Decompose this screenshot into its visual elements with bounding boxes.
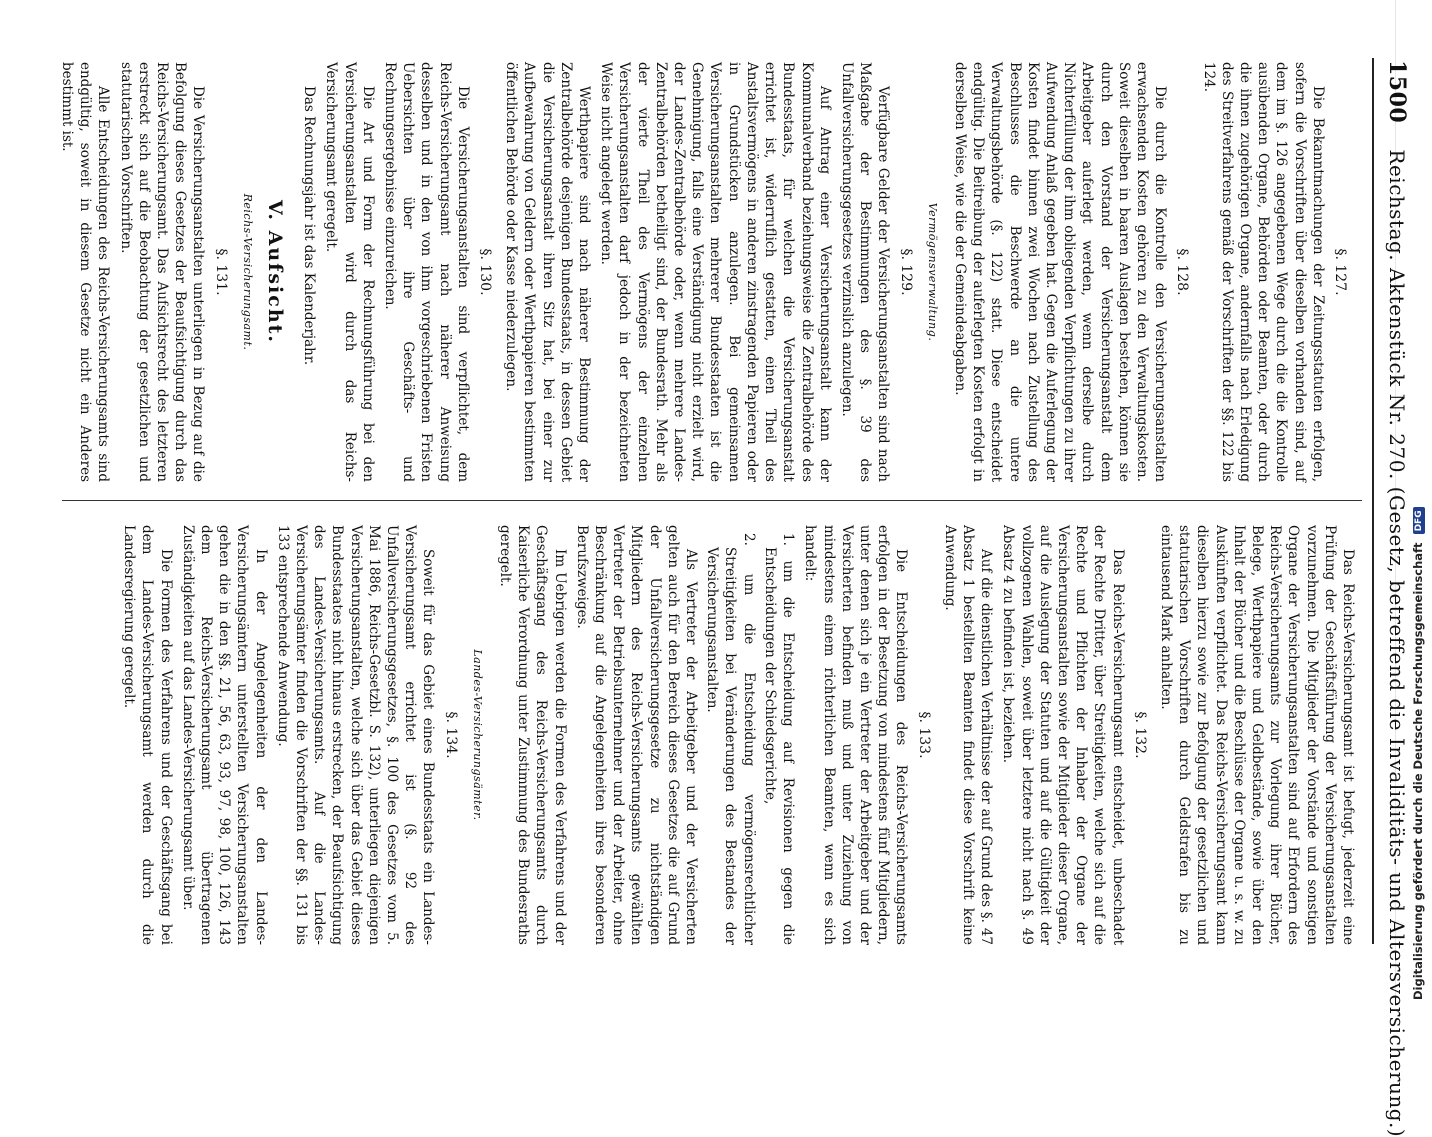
paragraph: Soweit für das Gebiet eines Bundesstaats ein Landes-Versicherungsamt errichtet ist (§. 92 des Unfallversicherungsgesetzes, §. 100 des Gesetzes vom 5. Mai 1886, Reichs-Gesetzbl. S. 132), unterliegen diejenigen Versicherungsanstalten, welche sich über das Gebiet dieses Bundesstaates nicht hinaus erstrecken, der Beaufsichtigung des Landes-Versicherungsamts. Auf die Landes-Versicherungsämter finden die Vorschriften der §§. 131 bis 133 entsprechende Anwendung. bbox=[274, 525, 437, 945]
credit-text: Digitalisierung gefördert durch die Deutsche Forschungsgemeinschaft bbox=[1411, 542, 1425, 1000]
page-header bbox=[1384, 60, 1410, 1137]
section-number: §. 130. bbox=[477, 248, 494, 296]
paragraph: Die Formen des Verfahrens und der Geschäftsgang bei dem Landes-Versicherungsamt werden durch die Landesregierung geregelt. bbox=[121, 525, 174, 945]
paragraph: Die Entscheidungen des Reichs-Versicherungsamts erfolgen in der Besetzung von mindestens fünf Mitgliedern, unter denen sich je ein Vertreter der Arbeitgeber und der Versicherten befinden muß und unter Zuziehung von mindestens einem richterlichen Beamten, wenn es sich handelt: bbox=[802, 525, 910, 945]
header-title: Reichstag. Aktenstück Nr. 270. (Gesetz, betreffend die Invaliditäts- und Altersversicherung.) bbox=[1385, 149, 1409, 1137]
list-item: 2. um die Entscheidung vermögensrechtlicher Streitigkeiten bei Veränderungen des Bestandes der Versicherungsanstalten. bbox=[704, 533, 757, 945]
paragraph: Als Vertreter der Arbeitgeber und der Versicherten gelten auch für den Bereich dieses Gesetzes die auf Grund der Unfallversicherungsgesetze zu nichtständigen Mitgliedern des Reichs-Versicherungsamts gewählten Vertreter der Betriebsunternehmer und der Arbeiter, ohne Beschränkung auf die Angelegenheiten ihres besonderen Berufszweiges. bbox=[573, 525, 700, 945]
paragraph: Die Versicherungsanstalten sind verpflichtet, dem Reichs-Versicherungsamt nach näherer Anweisung desselben und in den von ihm vorgeschriebenen Fristen Uebersichten über ihre Geschäfts- und Rechnungsergebnisse einzureichen. bbox=[382, 62, 471, 482]
chapter-heading: V. Aufsicht. bbox=[264, 199, 287, 345]
header-rule bbox=[1372, 58, 1374, 944]
page-number: 1500 bbox=[1384, 60, 1410, 124]
digitization-credit bbox=[1411, 507, 1425, 1000]
section-number: §. 134. bbox=[442, 711, 459, 759]
paragraph: Die durch die Kontrolle den Versicherungsanstalten erwachsenden Kosten gehören zu den Verwaltungskosten. Soweit dieselben in baaren Auslagen bestehen, können sie durch den Vorstand der Versicherungsanstalt dem Arbeitgeber auferlegt werden, wenn derselbe durch Nichterfüllung der ihm obliegenden Verpflichtungen zu ihrer Aufwendung Anlaß gegeben hat. Gegen die Auferlegung der Kosten findet binnen zwei Wochen nach Zustellung des Beschlusses die Beschwerde an die untere Verwaltungsbehörde (§. 122) statt. Diese entscheidet endgültig. Die Beitreibung der auferlegten Kosten erfolgt in derselben Weise, wie die der Gemeindeabgaben. bbox=[951, 62, 1169, 482]
list-item: 1. um die Entscheidung auf Revisionen gegen die Entscheidungen der Schiedsgerichte, bbox=[761, 533, 797, 945]
paragraph: Die Art und Form der Rechnungsführung bei den Versicherungsanstalten wird durch das Reichs-Versicherungsamt geregelt. bbox=[323, 62, 376, 482]
paragraph: Das Rechnungsjahr ist das Kalenderjahr. bbox=[301, 86, 318, 366]
section-number: §. 132. bbox=[1131, 711, 1148, 759]
paragraph: Das Reichs-Versicherungsamt entscheidet, unbeschadet der Rechte Dritter, über Streitigkeiten, welche sich auf die Rechte und Pflichten der Inhaber der Organe der Versicherungsanstalten sowie der Mitglieder dieser Organe, auf die Auslegung der Statuten und auf die Gültigkeit der vollzogenen Wahlen, soweit über letztere nicht nach §. 49 Absatz 4 zu befinden ist, beziehen. bbox=[1000, 525, 1126, 945]
paragraph: Die Versicherungsanstalten unterliegen in Bezug auf die Befolgung dieses Gesetzes der Beaufsichtigung durch das Reichs-Versicherungsamt. Das Aufsichtsrecht des letzteren erstreckt sich auf die Beobachtung der gesetzlichen und statutarischen Vorschriften. bbox=[117, 62, 207, 482]
right-column bbox=[116, 525, 1357, 945]
paragraph: In der Angelegenheiten der den Landes-Versicherungsämtern unterstellten Versicherungsanstalten gehen die in den §§. 21, 56, 63, 93, 97, 98, 100, 126, 143 dem Reichs-Versicherungsamt übertragenen Zuständigkeiten auf das Landes-Versicherungsamt über. bbox=[179, 525, 269, 945]
paragraph: Werthpapiere sind nach näherer Bestimmung der Zentralbehörde desjenigen Bundesstaats, in dessen Gebiet die Versicherungsanstalt ihren Sitz hat, bei einer zur Aufbewahrung von Geldern oder Werthpapieren bestimmten öffentlichen Behörde oder Kasse niederzulegen. bbox=[503, 62, 593, 482]
section-heading: Landes-Versicherungsämter. bbox=[470, 649, 484, 821]
paragraph: Verfügbare Gelder der Versicherungsanstalten sind nach Maßgabe der Bestimmungen des §. 39 des Unfallversicherungsgesetzes verzinslich anzulegen. bbox=[838, 62, 892, 482]
section-number: §. 128. bbox=[1174, 248, 1191, 296]
column-divider bbox=[62, 500, 1362, 501]
paragraph: Alle Entscheidungen des Reichs-Versicherungsamts sind endgültig, soweit in diesem Gesetze nicht ein Anderes bestimmt ist. bbox=[59, 62, 112, 482]
paragraph: Die Bekanntmachungen der Zeitungsstatuten erfolgen, sofern die Vorschriften über dieselben vorhanden sind, auf dem im §. 126 angegebenen Wege durch die die Kontrolle ausübenden Organe, Behörden oder Beamten, oder durch die ihnen zugehörigen Organe, andernfalls nach Erledigung des Streitverfahrens gemäß der Vorschriften der §§. 122 bis 124. bbox=[1200, 62, 1326, 482]
section-number: §. 131. bbox=[212, 248, 229, 296]
section-number: §. 127. bbox=[1332, 248, 1348, 296]
dfg-logo: DFG bbox=[1413, 507, 1425, 534]
section-number: §. 133. bbox=[915, 711, 932, 759]
paragraph: Auf Antrag einer Versicherungsanstalt kann der Kommunalverband beziehungsweise die Zentralbehörde des Bundesstaats, für welchen die Versicherungsanstalt errichtet ist, widerruflich gestatten, einen Theil des Anstaltsvermögens in anderen zinstragenden Papieren oder in Grundstücken anzulegen. Bei gemeinsamen Versicherungsanstalten mehrerer Bundesstaaten ist die Genehmigung, falls eine Verständigung nicht erzielt wird, der Landes-Zentralbehörde oder, wenn mehrere Landes-Zentralbehörden betheiligt sind, der Bundesrath. Mehr als der vierte Theil des Vermögens der einzelnen Versicherungsanstalten darf jedoch in der bezeichneten Weise nicht angelegt werden. bbox=[598, 62, 833, 482]
paragraph: Auf die dienstlichen Verhältnisse der auf Grund des §. 47 Absatz 1 bestellten Beamten findet diese Vorschrift keine Anwendung. bbox=[941, 525, 995, 945]
section-number: §. 129. bbox=[897, 248, 914, 296]
section-heading: Vermögensverwaltung. bbox=[925, 202, 939, 342]
section-heading: Reichs-Versicherungsamt. bbox=[240, 193, 254, 351]
left-column bbox=[54, 62, 1357, 482]
paragraph: Im Uebrigen werden die Formen des Verfahrens und der Geschäftsgang des Reichs-Versicherungsamts durch Kaiserliche Verordnung unter Zustimmung des Bundesraths geregelt. bbox=[497, 525, 568, 945]
paragraph: Das Reichs-Versicherungsamt ist befugt, jederzeit eine Prüfung der Geschäftsführung der Versicherungsanstalten vorzunehmen. Die Mitglieder der Vorstände und sonstigen Organe der Versicherungsanstalten sind auf Erfordern des Reichs-Versicherungsamts zur Vorlegung ihrer Bücher, Belege, Werthpapiere und Geldbestände, sowie über den Inhalt der Bücher und die Beschlüsse der Organe u. s. w. zu Auskünften verpflichtet. Das Reichs-Versicherungsamt kann dieselben hierzu sowie zur Befolgung der gesetzlichen und statutarischen Vorschriften durch Geldstrafen bis zu eintausend Mark anhalten. bbox=[1157, 525, 1356, 945]
